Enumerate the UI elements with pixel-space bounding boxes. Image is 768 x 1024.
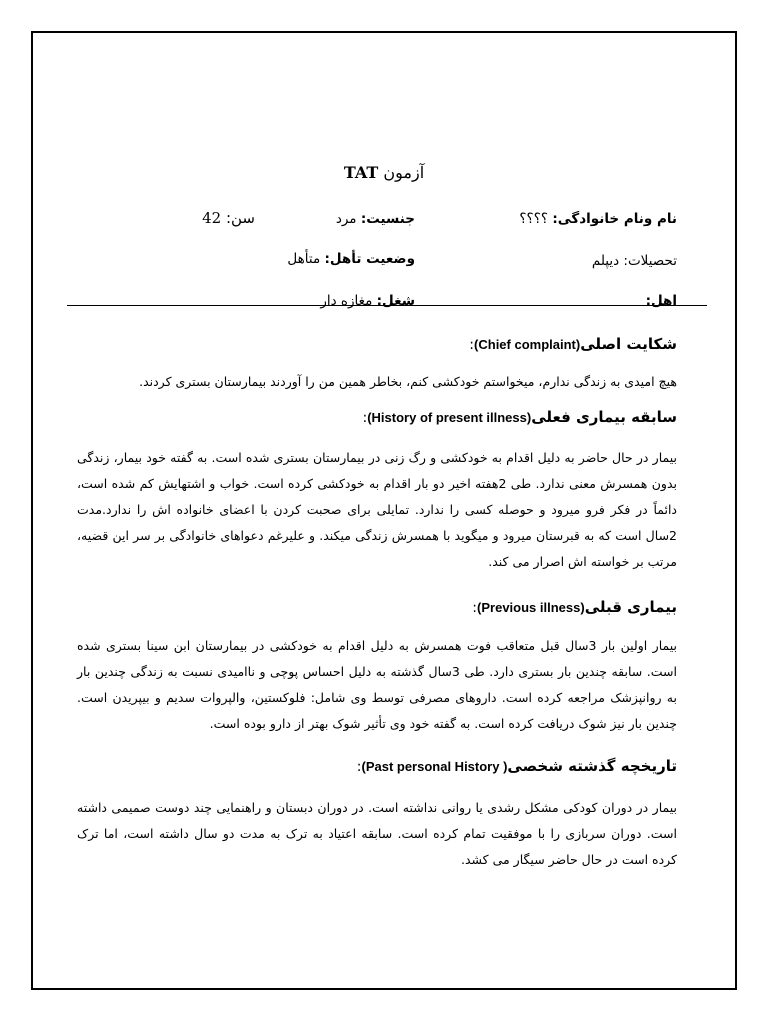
heading-suffix: : [469, 337, 475, 353]
heading-en: ( Past personal History) [361, 759, 508, 774]
heading-suffix: : [356, 759, 362, 775]
marital-label: وضعیت تأهل: [324, 251, 415, 267]
section-body-chief-complaint: هیچ امیدی به زندگی ندارم، میخواستم خودکشی کنم، بخاطر همین من را آوردند بیمارستان بستری کردند. [139, 374, 677, 389]
section-heading-chief-complaint [469, 335, 677, 353]
age-field [202, 209, 255, 227]
job-value: مغازه دار [320, 293, 373, 309]
origin-label: اهل: [645, 293, 677, 309]
heading-fa: تاریخچه گذشته شخصی [507, 757, 677, 775]
gender-field [336, 211, 415, 227]
divider-line [67, 305, 707, 306]
job-field [320, 293, 415, 309]
document-page [31, 31, 737, 990]
title-en: TAT [343, 163, 379, 182]
heading-suffix: : [362, 410, 368, 426]
name-field [519, 211, 677, 227]
heading-fa: بیماری قبلی [584, 598, 677, 616]
job-label: شغل: [376, 293, 415, 309]
gender-label: جنسیت: [360, 211, 415, 227]
document-title [33, 163, 735, 182]
education-value: دیپلم [591, 253, 620, 269]
name-label: نام ونام خانوادگی: [552, 211, 677, 227]
education-label: تحصیلات: [623, 253, 677, 269]
section-body-present-illness: بیمار در حال حاضر به دلیل اقدام به خودکشی و رگ زنی در بیمارستان بستری شده است. به گفته خود بیمار، زندگی بدون همسرش معنی ندارد. طی 2هفته اخیر دو بار اقدام به خودکشی کرده است. خواب و اشتهایش کم شده است، دائماً در فکر فرو میرود و حوصله کسی را ندارد. تمایلی برای صحبت کردن با اعضای خانواده اش را ندارد.مدت 2سال است که به قبرستان میرود و میگوید با همسرش زندگی میکند. و علیرغم دعواهای خانوادگی بر سر این قضیه، مرتب بر خواسته اش اصرار می کند. [77, 450, 678, 569]
marital-field [287, 251, 415, 267]
section-heading-past-personal-history [357, 757, 677, 775]
gender-value: مرد [335, 211, 357, 227]
heading-suffix: : [472, 600, 478, 616]
section-heading-previous-illness [472, 598, 677, 616]
heading-en: (History of present illness) [367, 410, 532, 425]
title-fa: آزمون [383, 163, 425, 182]
marital-value: متأهل [287, 251, 321, 267]
age-value: 42 [202, 209, 222, 227]
heading-en: (Previous illness) [477, 600, 585, 615]
section-body-previous-illness: بیمار اولین بار 3سال قبل متعاقب فوت همسرش به دلیل اقدام به خودکشی در بیمارستان ابن سینا بستری شده است. سابقه چندین بار بستری دارد. طی 3سال گذشته به دلیل احساس پوچی و ناامیدی نسبت به زندگی چندین بار به روانپزشک مراجعه کرده است. داروهای مصرفی توسط وی شامل: فلوکستین، والپروات سدیم و بیپریدن است. چندین بار نیز شوک دریافت کرده است. به گفته خود وی تأثیر شوک بهتر از دارو بوده است. [77, 638, 677, 731]
heading-fa: شکایت اصلی [580, 335, 677, 353]
heading-fa: سابقه بیماری فعلی [531, 408, 677, 426]
education-field [592, 253, 677, 269]
section-heading-present-illness [362, 408, 677, 426]
heading-en: (Chief complaint) [474, 337, 581, 352]
section-body-past-personal-history: بیمار در دوران کودکی مشکل رشدی یا روانی نداشته است. در دوران دبستان و راهنمایی چند دوست صمیمی داشته است. دوران سربازی را با موفقیت تمام کرده است. سابقه اعتیاد به ترک به مدت دو سال داشته است، اما ترک کرده است در حال حاضر سیگار می کشد. [77, 800, 677, 867]
origin-field [646, 293, 677, 309]
name-value: ؟؟؟؟ [519, 211, 549, 227]
age-label: سن: [225, 209, 255, 227]
